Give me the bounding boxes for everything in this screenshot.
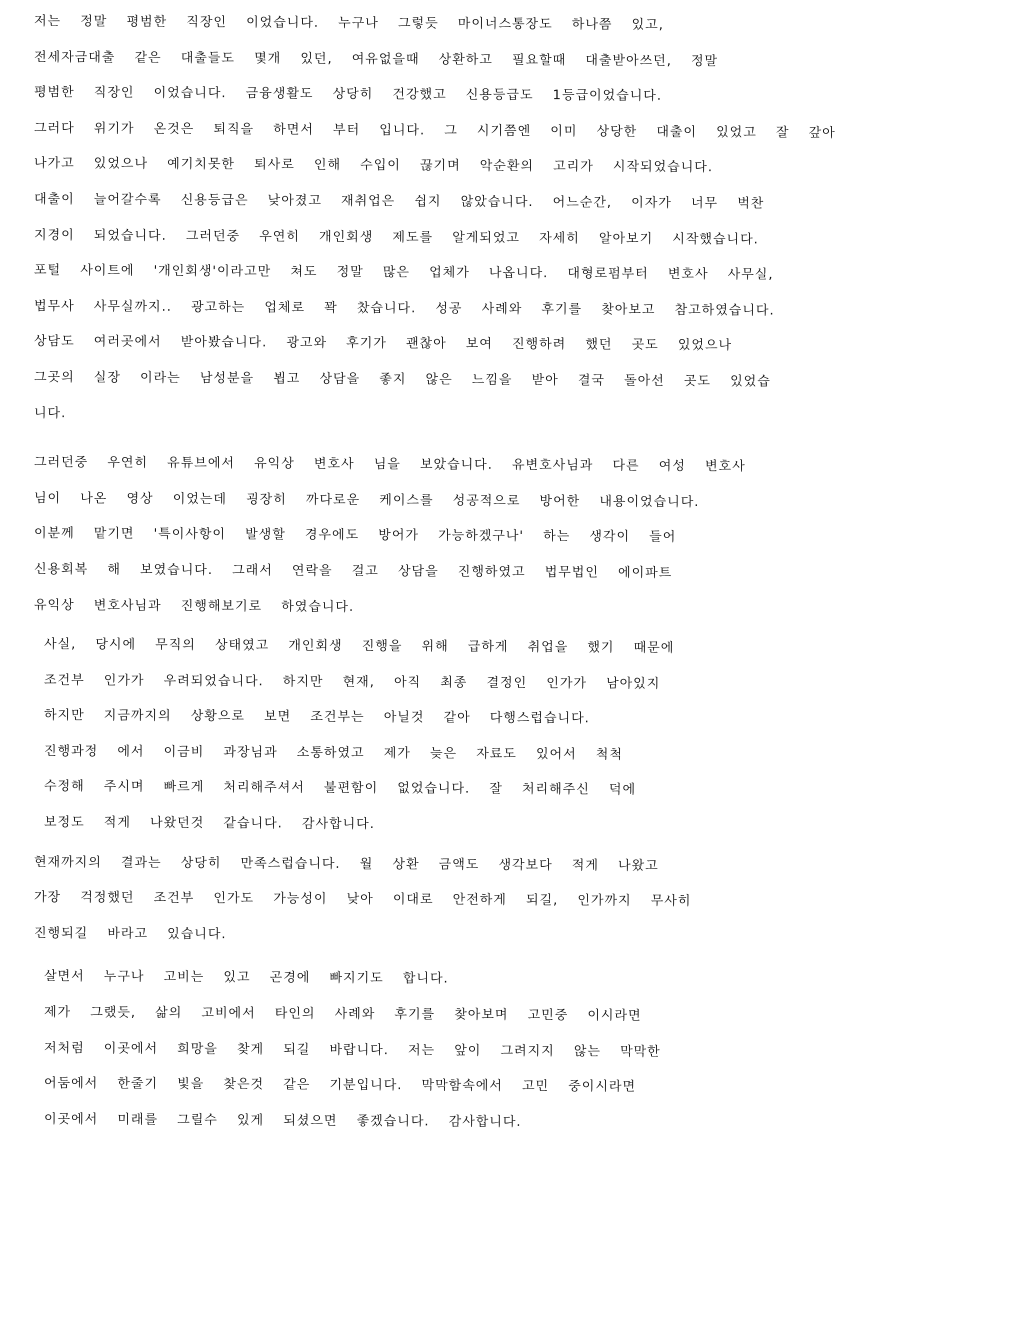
- letter-line: 니다.: [33, 405, 67, 421]
- letter-paragraph-2: [34, 453, 990, 621]
- letter-line: 지경이 되었습니다. 그러던중 우연히 개인회생 제도를 알게되었고 자세히 알아보기 시작했습니다.: [33, 227, 759, 247]
- letter-paragraph-3: [34, 635, 990, 839]
- letter-line: 그러던중 우연히 유튜브에서 유익상 변호사 님을 보았습니다. 유변호사님과 다른 여성 변호사: [33, 455, 746, 475]
- letter-line: 평범한 직장인 이었습니다. 금융생활도 상당히 건강했고 신용등급도 1등급이었습니다.: [33, 85, 663, 105]
- letter-line: 진행되길 바라고 있습니다.: [33, 925, 227, 943]
- letter-line: 어둠에서 한줄기 빛을 찾은것 같은 기분입니다. 막막함속에서 고민 중이시라면: [43, 1076, 637, 1095]
- letter-line: 살면서 누구나 고비는 있고 곤경에 빠지기도 합니다.: [43, 969, 449, 987]
- letter-line: 전세자금대출 같은 대출들도 몇개 있던, 여유없을때 상환하고 필요할때 대출받아쓰던, 정말: [33, 49, 719, 69]
- letter-line: 상담도 여러곳에서 받아봤습니다. 광고와 후기가 괜찮아 보여 진행하려 했던 곳도 있었으나: [33, 334, 733, 354]
- letter-line: 조건부 인가가 우려되었습니다. 하지만 현재, 아직 최종 결정인 인가가 남아있지: [43, 672, 661, 692]
- letter-line: 나가고 있었으나 예기치못한 퇴사로 인해 수입이 끊기며 악순환의 고리가 시작되었습니다.: [33, 156, 714, 176]
- letter-line: 그러다 위기가 온것은 퇴직을 하면서 부터 입니다. 그 시기쯤엔 이미 상당한 대출이 있었고 잘 갚아: [33, 120, 836, 141]
- letter-line: 하지만 지금까지의 상황으로 보면 조건부는 아닐것 같아 다행스럽습니다.: [43, 708, 590, 727]
- paragraph-spacer: [34, 439, 990, 453]
- letter-line: 저처럼 이곳에서 희망을 찾게 되길 바랍니다. 저는 앞이 그려지지 않는 막막한: [43, 1040, 661, 1060]
- letter-line: 법무사 사무실까지.. 광고하는 업체로 꽉 찼습니다. 성공 사례와 후기를 찾아보고 참고하였습니다.: [33, 298, 775, 319]
- letter-line: 님이 나온 영상 이었는데 굉장히 까다로운 케이스를 성공적으로 방어한 내용이었습니다.: [33, 490, 700, 510]
- letter-line: 이곳에서 미래를 그릴수 있게 되셨으면 좋겠습니다. 감사합니다.: [43, 1111, 522, 1130]
- letter-line: 사실, 당시에 무직의 상태였고 개인회생 진행을 위해 급하게 취업을 했기 때문에: [43, 637, 675, 656]
- letter-line: 진행과정 에서 이금비 과장님과 소통하였고 제가 늦은 자료도 있어서 척척: [43, 743, 623, 763]
- letter-paragraph-4: [34, 853, 990, 950]
- letter-paragraph-5: [34, 967, 990, 1135]
- letter-line: 대출이 늘어갈수록 신용등급은 낮아졌고 재취업은 쉽지 않았습니다. 어느순간, 이자가 너무 벅찬: [33, 191, 765, 212]
- letter-paragraph-1: [34, 12, 990, 430]
- letter-line: 보정도 적게 나왔던것 같습니다. 감사합니다.: [43, 815, 375, 833]
- letter-line: 수정해 주시며 빠르게 처리해주셔서 불편함이 없었습니다. 잘 처리해주신 덕에: [43, 779, 637, 799]
- letter-line: 이분께 맡기면 '특이사항이 발생할 경우에도 방어가 가능하겠구나' 하는 생각이 들어: [33, 526, 677, 546]
- letter-line: 신용회복 해 보였습니다. 그래서 연락을 걸고 상담을 진행하였고 법무법인 에이파트: [33, 561, 673, 581]
- letter-line: 현재까지의 결과는 상당히 만족스럽습니다. 월 상환 금액도 생각보다 적게 나왔고: [33, 854, 659, 874]
- letter-line: 그곳의 실장 이라는 남성분을 뵙고 상담을 좋지 않은 느낌을 받아 결국 돌아선 곳도 있었습: [33, 369, 771, 390]
- letter-line: 제가 그랬듯, 삶의 고비에서 타인의 사례와 후기를 찾아보며 고민중 이시라면: [43, 1005, 642, 1024]
- letter-line: 유익상 변호사님과 진행해보기로 하였습니다.: [33, 597, 355, 615]
- letter-line: 포털 사이트에 '개인회생'이라고만 쳐도 정말 많은 업체가 나옵니다. 대형로펌부터 변호사 사무실,: [33, 263, 774, 283]
- letter-line: 가장 걱정했던 조건부 인가도 가능성이 낮아 이대로 안전하게 되길, 인가까지 무사히: [33, 890, 692, 910]
- letter-line: 저는 정말 평범한 직장인 이었습니다. 누구나 그렇듯 마이너스통장도 하나쯤 있고,: [33, 14, 664, 33]
- paragraph-spacer: [34, 959, 990, 967]
